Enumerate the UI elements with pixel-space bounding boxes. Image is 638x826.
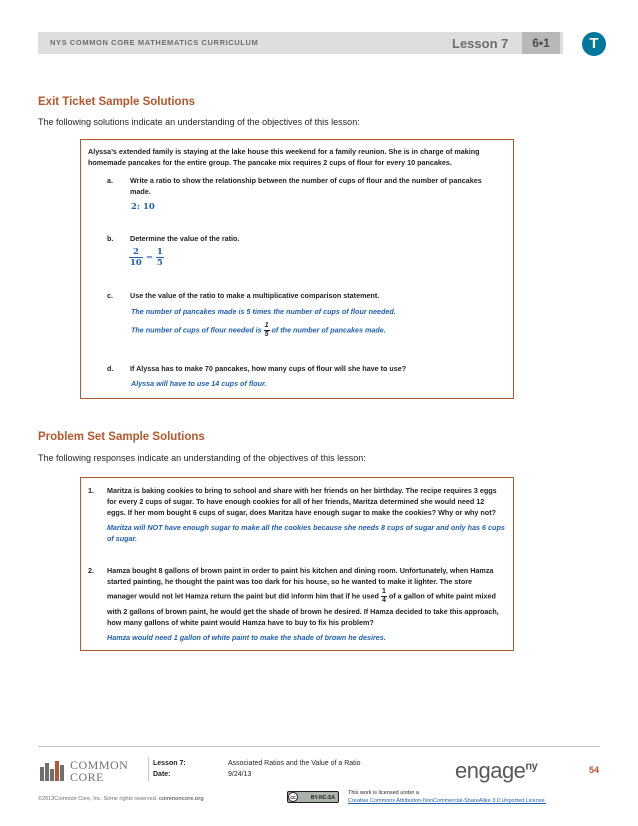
- fraction-1-5: $\frac{1}{5}$: [156, 247, 163, 268]
- part-b-label: b.: [107, 234, 114, 243]
- problem-1-line-1: Maritza is baking cookies to bring to school and share with her friends on her birthday. The recipe requires 3 eggs: [107, 486, 497, 495]
- footer-lesson-label: Lesson 7:: [153, 760, 186, 767]
- footer-divider: [38, 746, 600, 747]
- part-c-question: Use the value of the ratio to make a multiplicative comparison statement.: [130, 291, 380, 300]
- part-a-question: Write a ratio to show the relationship between the number of cups of flour and the number of pancakes made.: [130, 176, 482, 196]
- problem-2-line-2: started painting, he thought the paint was too dark for his house, so he wanted to make it lighter. The store: [107, 577, 473, 586]
- exit-ticket-intro: The following solutions indicate an understanding of the objectives of this lesson:: [38, 117, 360, 127]
- problem-1-line-3: eggs. If her mom bought 6 cups of sugar, does Maritza have enough sugar to make the cookies? Why or why not?: [107, 508, 496, 517]
- problem-1-answer-2: of sugar.: [107, 534, 137, 543]
- part-d-label: d.: [107, 364, 114, 373]
- curriculum-title: NYS COMMON CORE MATHEMATICS CURRICULUM: [50, 38, 259, 47]
- equals-sign: =: [145, 252, 153, 263]
- problem-2-line-1: Hamza bought 8 gallons of brown paint in order to paint his kitchen and dining room. Unfortunately, when Hamza: [107, 566, 494, 575]
- footer-date-value: 9/24/13: [228, 771, 252, 778]
- part-c-answer-1: The number of pancakes made is 5 times the number of cups of flour needed.: [131, 307, 396, 316]
- problem-1-line-2: for every 2 cups of sugar. To have enough cookies for all of her friends, Maritza determined she would need 12: [107, 497, 485, 506]
- part-d-question: If Alyssa has to make 70 pancakes, how many cups of flour will she have to use?: [130, 364, 407, 373]
- part-b-question: Determine the value of the ratio.: [130, 234, 240, 243]
- commoncore-link[interactable]: commoncore.org: [158, 796, 204, 802]
- problem-2-line-4: with 2 gallons of brown paint, he would get the shade of brown he desired. If Hamza decided to take this approach,: [107, 607, 499, 616]
- teacher-badge-icon: T: [582, 32, 606, 56]
- part-c-label: c.: [107, 291, 113, 300]
- fraction-2-10: $\frac{2}{10}$: [130, 247, 142, 268]
- problem-2-line-3: manager would not let Hamza return the paint but did inform him that if he used $\frac{1}{4}$ of a gallon of white paint mixed: [107, 588, 496, 604]
- part-d-answer: Alyssa will have to use 14 cups of flour.: [131, 379, 267, 388]
- engageny-logo: engage$^{ny}$: [455, 758, 538, 783]
- problem-2-label: 2.: [88, 566, 94, 575]
- logo-text-common: COMMON: [70, 758, 129, 772]
- exit-ticket-title: Exit Ticket Sample Solutions: [38, 96, 195, 108]
- exit-ticket-problem: Alyssa’s extended family is staying at the lake house this weekend for a family reunion. She is in charge of making homemade pancakes for the entire group. The pancake mix requires 2 cups of flour for every 10 pancakes.: [88, 147, 480, 167]
- page-number: 54: [589, 765, 600, 775]
- problem-set-title: Problem Set Sample Solutions: [38, 431, 205, 443]
- lesson-label: Lesson 7: [452, 36, 509, 51]
- part-a-answer: 2: 10: [131, 202, 155, 212]
- license-text: This work is licensed under a: [348, 790, 419, 796]
- footer-lesson-value: Associated Ratios and the Value of a Ratio: [228, 760, 361, 767]
- problem-1-answer-1: Maritza will NOT have enough sugar to make all the cookies because she needs 8 cups of sugar and only has 6 cups: [107, 523, 505, 532]
- fraction-1-5-inline: $\frac{1}{5}$: [264, 322, 269, 338]
- footer-separator: [148, 757, 149, 781]
- grade-module-badge: 6•1: [522, 32, 560, 54]
- fraction-1-4: $\frac{1}{4}$: [381, 588, 386, 604]
- creative-commons-icon: cc: [288, 792, 298, 802]
- footer-date-label: Date:: [153, 771, 171, 778]
- part-b-answer: [129, 247, 164, 268]
- logo-text-core: CORE: [70, 770, 105, 784]
- license-badge[interactable]: BY-NC-SA: [287, 791, 339, 803]
- problem-1-label: 1.: [88, 486, 94, 495]
- copyright-notice: ©2013Common Core, Inc. Some rights reserved. commoncore.org: [38, 796, 204, 802]
- part-c-answer-2: The number of cups of flour needed is $\frac{1}{5}$ of the number of pancakes made.: [131, 322, 386, 338]
- problem-2-answer: Hamza would need 1 gallon of white paint to make the shade of brown he desires.: [107, 633, 386, 642]
- problem-2-line-5: how many gallons of white paint would Hamza have to buy to fix his problem?: [107, 618, 374, 627]
- part-a-label: a.: [107, 176, 113, 185]
- common-core-bars-icon: [40, 761, 66, 781]
- problem-set-intro: The following responses indicate an understanding of the objectives of this lesson:: [38, 453, 366, 463]
- license-link[interactable]: Creative Commons Attribution-NonCommercial-ShareAlike 3.0 Unported License.: [348, 798, 547, 804]
